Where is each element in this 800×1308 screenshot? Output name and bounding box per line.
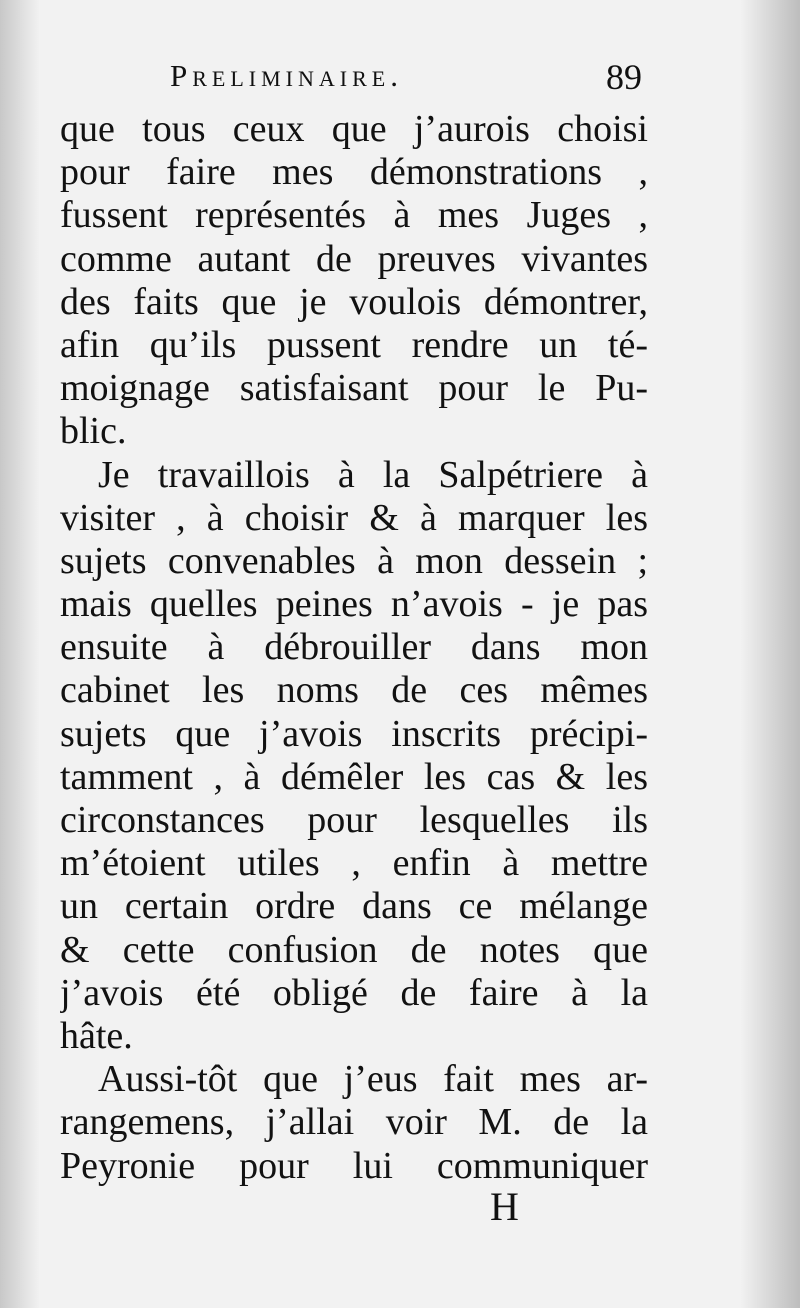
text-line: comme autant de preuves vivantes [60,237,648,280]
text-line: sujets que j’avois inscrits précipi- [60,712,648,755]
text-line: moignage satisfaisant pour le Pu- [60,367,648,410]
text-line: m’étoient utiles , enfin à mettre [60,842,648,885]
text-line: rangemens, j’allai voir M. de la [60,1101,648,1144]
text-line: ensuite à débrouiller dans mon [60,626,648,669]
text-line: un certain ordre dans ce mélange [60,885,648,928]
text-line: visiter , à choisir & à marquer les [60,496,648,539]
text-line: que tous ceux que j’aurois choisi [60,108,648,150]
text-line: & cette confusion de notes que [60,928,648,971]
text-line: Je travaillois à la Salpétriere à [98,453,648,496]
signature-mark: H [490,1184,519,1229]
text-line: Peyronie pour lui communiquer [60,1144,648,1187]
body-text [60,108,648,1188]
running-head: Preliminaire. [170,58,403,93]
text-line: afin qu’ils pussent rendre un té- [60,323,648,366]
text-line: Aussi-tôt que j’eus fait mes ar- [98,1058,648,1101]
page-number: 89 [606,57,642,97]
text-line: mais quelles peines n’avois - je pas [60,583,648,626]
text-line: des faits que je voulois démontrer, [60,280,648,323]
text-line: circonstances pour lesquelles ils [60,799,648,841]
text-line: cabinet les noms de ces mêmes [60,669,648,712]
text-line: pour faire mes démonstrations , [60,151,648,194]
text-line: blic. [60,410,127,453]
text-line: tamment , à démêler les cas & les [60,755,648,798]
page-header [170,58,650,106]
text-line: hâte. [60,1014,133,1057]
text-line: sujets convenables à mon dessein ; [60,539,648,582]
text-line: fussent représentés à mes Juges , [60,194,648,237]
text-line: j’avois été obligé de faire à la [60,971,648,1014]
